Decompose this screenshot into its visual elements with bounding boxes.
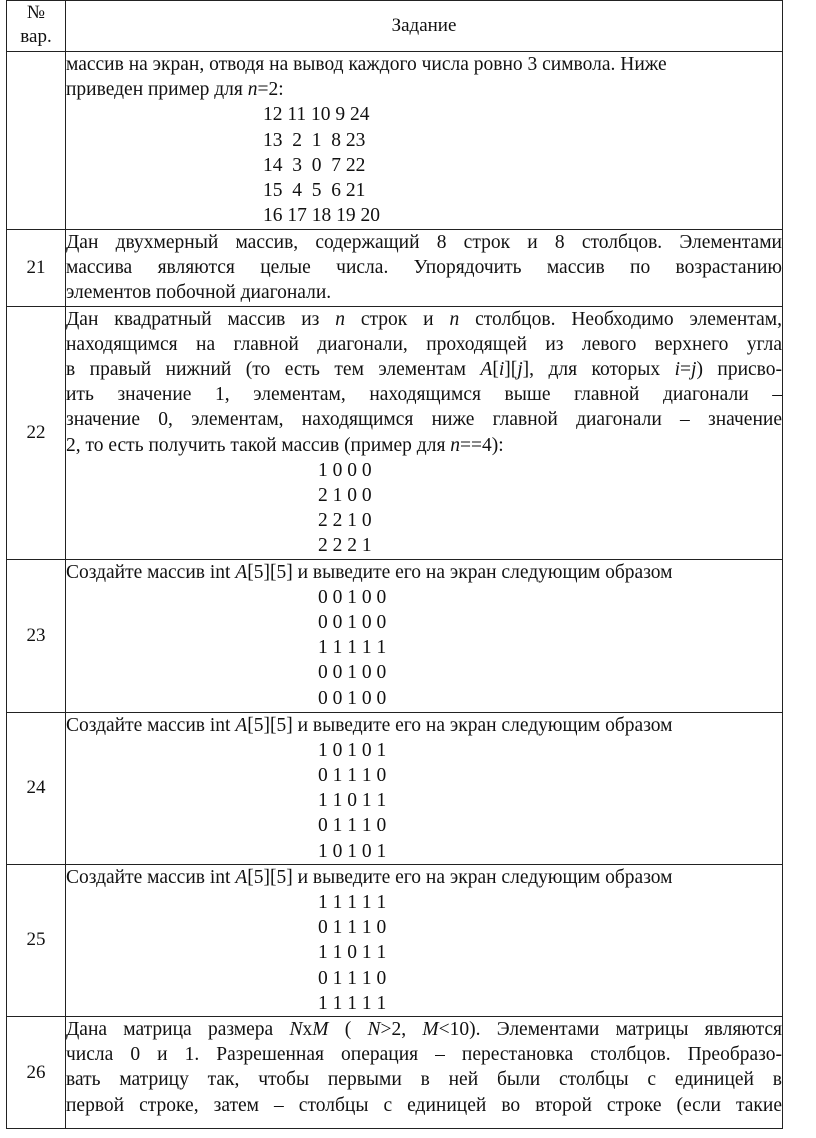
task-line: ить значение 1, элементам, находящимся выше главной диагонали –	[66, 384, 782, 406]
tasks-table	[6, 0, 783, 1129]
matrix-row: 1 0 1 0 1	[318, 739, 387, 761]
task-line: находящимся на главной диагонали, проходящей из левого верхнего угла	[66, 333, 782, 355]
task-line: в правый нижний (то есть тем элементам A[i][j], для которых i=j) присво-	[66, 359, 782, 381]
matrix-row: 15 4 5 6 21	[263, 180, 366, 202]
header-variant-number	[7, 1, 66, 52]
matrix-row: 1 1 1 1 1	[318, 892, 387, 914]
table-row-25	[7, 864, 783, 1016]
task-text-21	[66, 230, 783, 307]
task-line: числа 0 и 1. Разрешенная операция – перестановка столбцов. Преобразо-	[66, 1044, 782, 1066]
table-row-21	[7, 230, 783, 307]
table-row-22	[7, 306, 783, 559]
matrix-row: 13 2 1 8 23	[263, 129, 366, 151]
matrix-row: 16 17 18 19 20	[263, 205, 380, 227]
task-line: Дана матрица размера NxM ( N>2, M<10). Элементами матрицы являются	[66, 1019, 782, 1041]
variant-number: 24	[7, 712, 66, 864]
matrix-row: 1 0 0 0	[318, 459, 372, 481]
task-line: значение 0, элементам, находящимся ниже главной диагонали – значение	[66, 409, 782, 431]
task-text-23	[66, 559, 783, 712]
matrix-row: 0 1 1 1 0	[318, 765, 387, 787]
task-line: вать матрицу так, чтобы первыми в ней были столбцы с единицей в	[66, 1069, 782, 1091]
variant-number: 25	[7, 864, 66, 1016]
matrix-row: 14 3 0 7 22	[263, 154, 366, 176]
matrix-row: 0 1 1 1 0	[318, 815, 387, 837]
matrix-row: 1 1 1 1 1	[318, 637, 387, 659]
matrix-row: 2 2 1 0	[318, 510, 372, 532]
variant-number: 26	[7, 1017, 66, 1129]
task-line: Дан двухмерный массив, содержащий 8 строк и 8 столбцов. Элементами	[66, 232, 782, 253]
matrix-row: 12 11 10 9 24	[263, 104, 370, 126]
variant-number: 23	[7, 559, 66, 712]
task-line: Дан квадратный массив из n строк и n столбцов. Необходимо элементам,	[66, 308, 782, 330]
matrix-row: 1 0 1 0 1	[318, 840, 387, 862]
matrix-row: 1 1 0 1 1	[318, 942, 387, 964]
table-row-26	[7, 1017, 783, 1129]
task-line: массив на экран, отводя на вывод каждого числа ровно 3 символа. Ниже	[66, 54, 667, 75]
matrix-row: 2 2 2 1	[318, 535, 372, 557]
matrix-row: 2 1 0 0	[318, 485, 372, 507]
task-line: 2, то есть получить такой массив (пример для n==4):	[66, 434, 504, 456]
variant-number: 21	[7, 230, 66, 307]
header-task: Задание	[66, 1, 783, 52]
table-row-23	[7, 559, 783, 712]
task-text-22	[66, 306, 783, 559]
matrix-row: 0 0 1 0 0	[318, 662, 387, 684]
header-num-symbol: №	[26, 2, 46, 23]
task-line: Создайте массив int A[5][5] и выведите его на экран следующим образом	[66, 561, 673, 583]
task-text-25	[66, 864, 783, 1016]
task-text-26	[66, 1017, 783, 1129]
task-line: элементов побочной диагонали.	[66, 282, 332, 304]
table-row-24	[7, 712, 783, 864]
variant-number	[7, 52, 66, 230]
matrix-row: 0 0 1 0 0	[318, 586, 387, 608]
matrix-row: 1 1 0 1 1	[318, 790, 387, 812]
task-text-24	[66, 712, 783, 864]
matrix-row: 0 0 1 0 0	[318, 612, 387, 634]
matrix-row: 0 1 1 1 0	[318, 967, 387, 989]
matrix-row: 0 1 1 1 0	[318, 917, 387, 939]
task-line: первой строке, затем – столбцы с единицей во второй строке (если такие	[66, 1094, 782, 1116]
matrix-row: 1 1 1 1 1	[318, 992, 387, 1014]
task-text-20	[66, 52, 783, 230]
task-line: приведен пример для n=2:	[66, 79, 284, 101]
header-variant-label: вар.	[20, 26, 52, 47]
variant-number: 22	[7, 306, 66, 559]
task-line: Создайте массив int A[5][5] и выведите его на экран следующим образом	[66, 714, 673, 736]
table-row-20	[7, 52, 783, 230]
task-line: Создайте массив int A[5][5] и выведите его на экран следующим образом	[66, 866, 673, 888]
matrix-row: 0 0 1 0 0	[318, 687, 387, 709]
task-line: массива являются целые числа. Упорядочить массив по возрастанию	[66, 257, 782, 279]
table-header-row	[7, 1, 783, 52]
